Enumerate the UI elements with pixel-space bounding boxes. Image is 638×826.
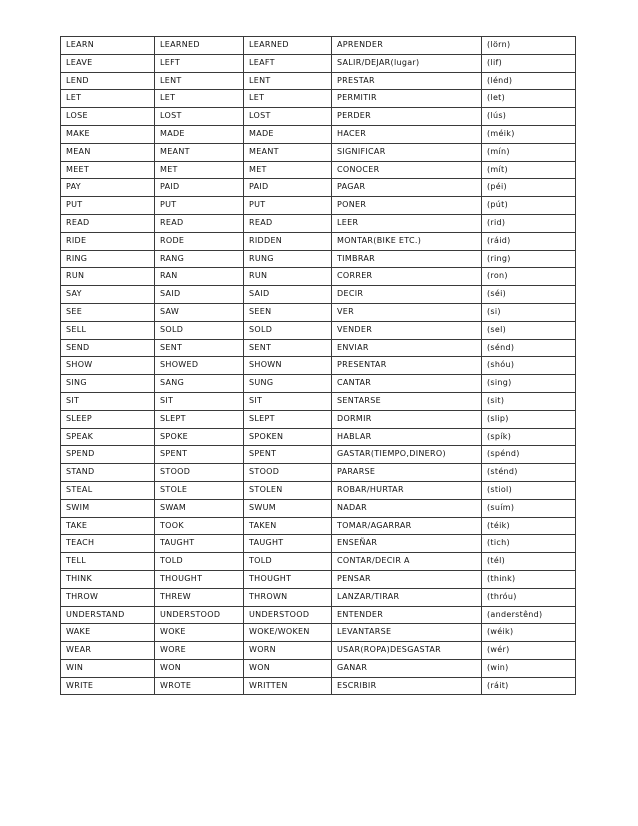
table-row — [61, 72, 576, 90]
base-form-cell: SLEEP — [61, 410, 155, 428]
past-participle-cell: WRITTEN — [244, 677, 332, 695]
pronunciation-cell: (mít) — [482, 161, 576, 179]
spanish-translation-cell: DORMIR — [332, 410, 482, 428]
table-row — [61, 90, 576, 108]
past-participle-cell: SIT — [244, 392, 332, 410]
table-row — [61, 179, 576, 197]
table-row — [61, 143, 576, 161]
past-participle-cell: MADE — [244, 125, 332, 143]
past-participle-cell: SWUM — [244, 499, 332, 517]
spanish-translation-cell: CONTAR/DECIR A — [332, 553, 482, 571]
spanish-translation-cell: PERMITIR — [332, 90, 482, 108]
spanish-translation-cell: GANAR — [332, 659, 482, 677]
past-participle-cell: LEARNED — [244, 37, 332, 55]
base-form-cell: PAY — [61, 179, 155, 197]
table-row — [61, 553, 576, 571]
spanish-translation-cell: LEVANTARSE — [332, 624, 482, 642]
past-participle-cell: TAKEN — [244, 517, 332, 535]
spanish-translation-cell: PRESTAR — [332, 72, 482, 90]
past-simple-cell: SPOKE — [155, 428, 244, 446]
past-simple-cell: PAID — [155, 179, 244, 197]
past-simple-cell: THOUGHT — [155, 570, 244, 588]
past-simple-cell: SWAM — [155, 499, 244, 517]
pronunciation-cell: (ráit) — [482, 677, 576, 695]
table-row — [61, 303, 576, 321]
spanish-translation-cell: NADAR — [332, 499, 482, 517]
past-participle-cell: SPENT — [244, 446, 332, 464]
table-row — [61, 357, 576, 375]
pronunciation-cell: (péi) — [482, 179, 576, 197]
past-simple-cell: MEANT — [155, 143, 244, 161]
past-participle-cell: WON — [244, 659, 332, 677]
past-simple-cell: SPENT — [155, 446, 244, 464]
pronunciation-cell: (suím) — [482, 499, 576, 517]
past-participle-cell: PUT — [244, 197, 332, 215]
base-form-cell: SHOW — [61, 357, 155, 375]
pronunciation-cell: (lénd) — [482, 72, 576, 90]
past-participle-cell: TOLD — [244, 553, 332, 571]
spanish-translation-cell: CANTAR — [332, 375, 482, 393]
pronunciation-cell: (lif) — [482, 54, 576, 72]
spanish-translation-cell: CONOCER — [332, 161, 482, 179]
spanish-translation-cell: CORRER — [332, 268, 482, 286]
pronunciation-cell: (let) — [482, 90, 576, 108]
base-form-cell: WEAR — [61, 642, 155, 660]
past-simple-cell: WORE — [155, 642, 244, 660]
pronunciation-cell: (stiol) — [482, 481, 576, 499]
past-simple-cell: LET — [155, 90, 244, 108]
past-participle-cell: SAID — [244, 286, 332, 304]
spanish-translation-cell: PENSAR — [332, 570, 482, 588]
base-form-cell: WIN — [61, 659, 155, 677]
table-row — [61, 624, 576, 642]
table-row — [61, 161, 576, 179]
base-form-cell: STEAL — [61, 481, 155, 499]
past-participle-cell: SPOKEN — [244, 428, 332, 446]
pronunciation-cell: (win) — [482, 659, 576, 677]
spanish-translation-cell: LEER — [332, 214, 482, 232]
pronunciation-cell: (tél) — [482, 553, 576, 571]
base-form-cell: MEET — [61, 161, 155, 179]
past-simple-cell: MADE — [155, 125, 244, 143]
table-row — [61, 375, 576, 393]
base-form-cell: RIDE — [61, 232, 155, 250]
past-simple-cell: WON — [155, 659, 244, 677]
past-simple-cell: MET — [155, 161, 244, 179]
spanish-translation-cell: ENTENDER — [332, 606, 482, 624]
past-simple-cell: SLEPT — [155, 410, 244, 428]
table-row — [61, 517, 576, 535]
pronunciation-cell: (mín) — [482, 143, 576, 161]
table-row — [61, 268, 576, 286]
table-row — [61, 392, 576, 410]
past-participle-cell: SHOWN — [244, 357, 332, 375]
pronunciation-cell: (séi) — [482, 286, 576, 304]
past-simple-cell: TAUGHT — [155, 535, 244, 553]
base-form-cell: TAKE — [61, 517, 155, 535]
pronunciation-cell: (sténd) — [482, 464, 576, 482]
pronunciation-cell: (spík) — [482, 428, 576, 446]
past-participle-cell: WOKE/WOKEN — [244, 624, 332, 642]
past-simple-cell: SIT — [155, 392, 244, 410]
pronunciation-cell: (méik) — [482, 125, 576, 143]
past-simple-cell: TOLD — [155, 553, 244, 571]
past-simple-cell: SANG — [155, 375, 244, 393]
past-participle-cell: READ — [244, 214, 332, 232]
base-form-cell: LEND — [61, 72, 155, 90]
table-row — [61, 197, 576, 215]
pronunciation-cell: (sel) — [482, 321, 576, 339]
pronunciation-cell: (ráid) — [482, 232, 576, 250]
base-form-cell: SPEND — [61, 446, 155, 464]
base-form-cell: UNDERSTAND — [61, 606, 155, 624]
spanish-translation-cell: APRENDER — [332, 37, 482, 55]
base-form-cell: STAND — [61, 464, 155, 482]
pronunciation-cell: (ron) — [482, 268, 576, 286]
spanish-translation-cell: DECIR — [332, 286, 482, 304]
base-form-cell: TEACH — [61, 535, 155, 553]
pronunciation-cell: (spénd) — [482, 446, 576, 464]
base-form-cell: THINK — [61, 570, 155, 588]
base-form-cell: SWIM — [61, 499, 155, 517]
spanish-translation-cell: HACER — [332, 125, 482, 143]
past-simple-cell: LEFT — [155, 54, 244, 72]
base-form-cell: SEND — [61, 339, 155, 357]
past-simple-cell: THREW — [155, 588, 244, 606]
verb-rows — [61, 37, 576, 695]
past-simple-cell: LENT — [155, 72, 244, 90]
past-simple-cell: SHOWED — [155, 357, 244, 375]
base-form-cell: MAKE — [61, 125, 155, 143]
table-row — [61, 588, 576, 606]
past-participle-cell: THROWN — [244, 588, 332, 606]
pronunciation-cell: (ring) — [482, 250, 576, 268]
pronunciation-cell: (shóu) — [482, 357, 576, 375]
base-form-cell: SIT — [61, 392, 155, 410]
past-participle-cell: PAID — [244, 179, 332, 197]
table-row — [61, 108, 576, 126]
spanish-translation-cell: PONER — [332, 197, 482, 215]
pronunciation-cell: (si) — [482, 303, 576, 321]
table-row — [61, 642, 576, 660]
past-simple-cell: WOKE — [155, 624, 244, 642]
base-form-cell: LEARN — [61, 37, 155, 55]
pronunciation-cell: (wéik) — [482, 624, 576, 642]
base-form-cell: WAKE — [61, 624, 155, 642]
pronunciation-cell: (thróu) — [482, 588, 576, 606]
base-form-cell: PUT — [61, 197, 155, 215]
past-simple-cell: STOLE — [155, 481, 244, 499]
table-row — [61, 214, 576, 232]
base-form-cell: LET — [61, 90, 155, 108]
past-simple-cell: READ — [155, 214, 244, 232]
spanish-translation-cell: VENDER — [332, 321, 482, 339]
past-participle-cell: MEANT — [244, 143, 332, 161]
past-participle-cell: STOLEN — [244, 481, 332, 499]
spanish-translation-cell: PAGAR — [332, 179, 482, 197]
pronunciation-cell: (sénd) — [482, 339, 576, 357]
past-participle-cell: THOUGHT — [244, 570, 332, 588]
pronunciation-cell: (lörn) — [482, 37, 576, 55]
table-row — [61, 125, 576, 143]
past-participle-cell: STOOD — [244, 464, 332, 482]
table-row — [61, 446, 576, 464]
table-row — [61, 428, 576, 446]
pronunciation-cell: (sit) — [482, 392, 576, 410]
past-participle-cell: UNDERSTOOD — [244, 606, 332, 624]
past-simple-cell: SOLD — [155, 321, 244, 339]
table-row — [61, 321, 576, 339]
spanish-translation-cell: SENTARSE — [332, 392, 482, 410]
base-form-cell: THROW — [61, 588, 155, 606]
past-participle-cell: SUNG — [244, 375, 332, 393]
base-form-cell: LEAVE — [61, 54, 155, 72]
base-form-cell: RING — [61, 250, 155, 268]
past-participle-cell: TAUGHT — [244, 535, 332, 553]
pronunciation-cell: (pút) — [482, 197, 576, 215]
pronunciation-cell: (sing) — [482, 375, 576, 393]
base-form-cell: SING — [61, 375, 155, 393]
spanish-translation-cell: HABLAR — [332, 428, 482, 446]
past-participle-cell: LEAFT — [244, 54, 332, 72]
past-participle-cell: RIDDEN — [244, 232, 332, 250]
past-simple-cell: SAID — [155, 286, 244, 304]
pronunciation-cell: (slip) — [482, 410, 576, 428]
table-row — [61, 659, 576, 677]
past-simple-cell: SENT — [155, 339, 244, 357]
table-row — [61, 54, 576, 72]
base-form-cell: SEE — [61, 303, 155, 321]
past-simple-cell: RODE — [155, 232, 244, 250]
past-participle-cell: RUNG — [244, 250, 332, 268]
spanish-translation-cell: SIGNIFICAR — [332, 143, 482, 161]
table-row — [61, 232, 576, 250]
base-form-cell: TELL — [61, 553, 155, 571]
table-row — [61, 464, 576, 482]
pronunciation-cell: (rid) — [482, 214, 576, 232]
past-participle-cell: RUN — [244, 268, 332, 286]
spanish-translation-cell: ENSEÑAR — [332, 535, 482, 553]
table-row — [61, 481, 576, 499]
past-simple-cell: WROTE — [155, 677, 244, 695]
past-simple-cell: RAN — [155, 268, 244, 286]
spanish-translation-cell: TOMAR/AGARRAR — [332, 517, 482, 535]
past-participle-cell: LET — [244, 90, 332, 108]
past-simple-cell: PUT — [155, 197, 244, 215]
past-simple-cell: UNDERSTOOD — [155, 606, 244, 624]
pronunciation-cell: (anderstênd) — [482, 606, 576, 624]
past-participle-cell: SEEN — [244, 303, 332, 321]
table-row — [61, 677, 576, 695]
past-simple-cell: LOST — [155, 108, 244, 126]
past-simple-cell: LEARNED — [155, 37, 244, 55]
spanish-translation-cell: GASTAR(TIEMPO,DINERO) — [332, 446, 482, 464]
pronunciation-cell: (think) — [482, 570, 576, 588]
past-simple-cell: SAW — [155, 303, 244, 321]
spanish-translation-cell: PRESENTAR — [332, 357, 482, 375]
spanish-translation-cell: ESCRIBIR — [332, 677, 482, 695]
pronunciation-cell: (lús) — [482, 108, 576, 126]
base-form-cell: SELL — [61, 321, 155, 339]
base-form-cell: SPEAK — [61, 428, 155, 446]
spanish-translation-cell: PARARSE — [332, 464, 482, 482]
spanish-translation-cell: SALIR/DEJAR(lugar) — [332, 54, 482, 72]
past-participle-cell: SLEPT — [244, 410, 332, 428]
spanish-translation-cell: ENVIAR — [332, 339, 482, 357]
table-row — [61, 410, 576, 428]
pronunciation-cell: (téik) — [482, 517, 576, 535]
base-form-cell: SAY — [61, 286, 155, 304]
base-form-cell: READ — [61, 214, 155, 232]
irregular-verbs-table — [60, 36, 576, 695]
table-row — [61, 286, 576, 304]
past-participle-cell: MET — [244, 161, 332, 179]
table-row — [61, 570, 576, 588]
table-row — [61, 37, 576, 55]
base-form-cell: LOSE — [61, 108, 155, 126]
base-form-cell: WRITE — [61, 677, 155, 695]
base-form-cell: MEAN — [61, 143, 155, 161]
spanish-translation-cell: PERDER — [332, 108, 482, 126]
past-participle-cell: WORN — [244, 642, 332, 660]
table-row — [61, 499, 576, 517]
pronunciation-cell: (tich) — [482, 535, 576, 553]
spanish-translation-cell: ROBAR/HURTAR — [332, 481, 482, 499]
spanish-translation-cell: USAR(ROPA)DESGASTAR — [332, 642, 482, 660]
base-form-cell: RUN — [61, 268, 155, 286]
spanish-translation-cell: LANZAR/TIRAR — [332, 588, 482, 606]
past-simple-cell: STOOD — [155, 464, 244, 482]
table-row — [61, 339, 576, 357]
spanish-translation-cell: TIMBRAR — [332, 250, 482, 268]
table-row — [61, 606, 576, 624]
spanish-translation-cell: VER — [332, 303, 482, 321]
pronunciation-cell: (wér) — [482, 642, 576, 660]
past-participle-cell: SOLD — [244, 321, 332, 339]
past-participle-cell: LENT — [244, 72, 332, 90]
past-simple-cell: TOOK — [155, 517, 244, 535]
table-row — [61, 535, 576, 553]
past-participle-cell: SENT — [244, 339, 332, 357]
past-simple-cell: RANG — [155, 250, 244, 268]
spanish-translation-cell: MONTAR(BIKE ETC.) — [332, 232, 482, 250]
table-row — [61, 250, 576, 268]
past-participle-cell: LOST — [244, 108, 332, 126]
